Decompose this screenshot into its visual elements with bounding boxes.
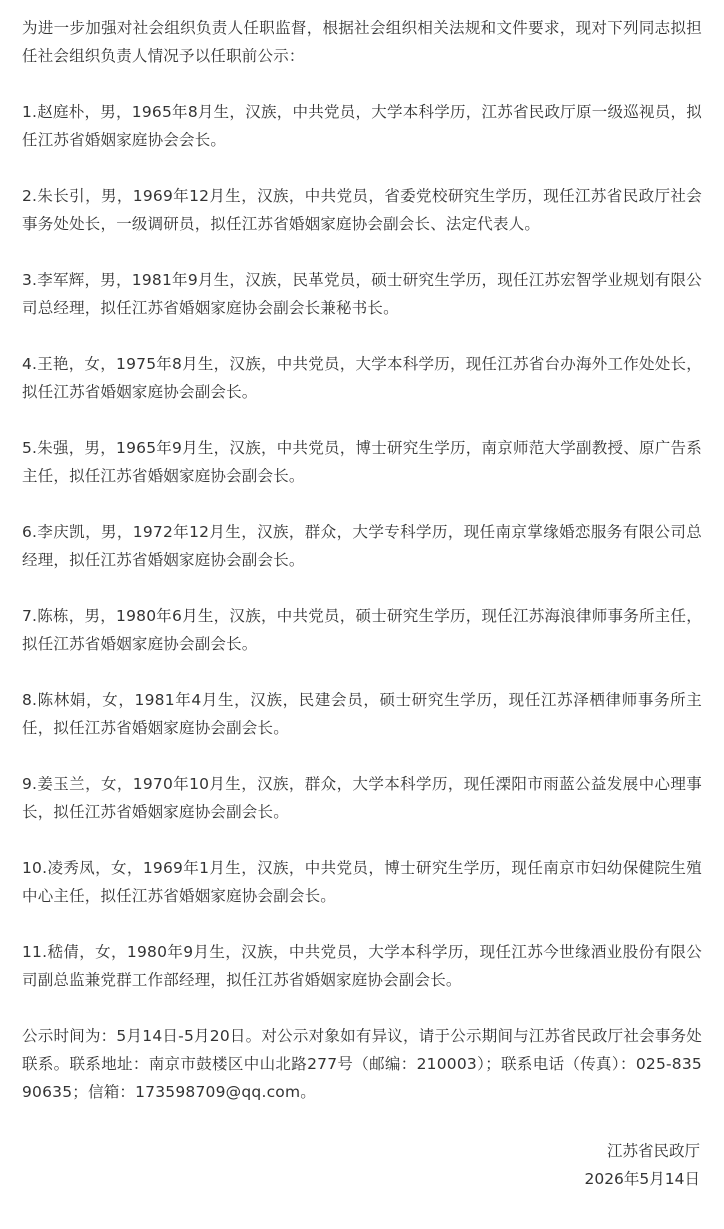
candidate-item-2: 2.朱长引，男，1969年12月生，汉族，中共党员，省委党校研究生学历，现任江苏省民政厅社会事务处处长，一级调研员，拟任江苏省婚姻家庭协会副会长、法定代表人。 [22, 187, 702, 233]
candidate-item-4: 4.王艳，女，1975年8月生，汉族，中共党员，大学本科学历，现任江苏省台办海外工作处处长，拟任江苏省婚姻家庭协会副会长。 [22, 355, 702, 401]
candidate-item-9: 9.姜玉兰，女，1970年10月生，汉族，群众，大学本科学历，现任溧阳市雨蓝公益发展中心理事长，拟任江苏省婚姻家庭协会副会长。 [22, 775, 702, 821]
issue-date: 2026年5月14日 [584, 1170, 700, 1188]
notice-paragraph: 公示时间为：5月14日-5月20日。对公示对象如有异议，请于公示期间与江苏省民政厅社会事务处联系。联系地址：南京市鼓楼区中山北路277号（邮编：210003）；联系电话（传真）：025-83590635；信箱：173598709@qq.com。 [22, 1027, 702, 1101]
announcement-body [22, 14, 702, 1106]
issuing-organization: 江苏省民政厅 [606, 1142, 700, 1160]
intro-paragraph: 为进一步加强对社会组织负责人任职监督，根据社会组织相关法规和文件要求，现对下列同志拟担任社会组织负责人情况予以任职前公示： [22, 19, 702, 65]
candidate-item-5: 5.朱强，男，1965年9月生，汉族，中共党员，博士研究生学历，南京师范大学副教授、原广告系主任，拟任江苏省婚姻家庭协会副会长。 [22, 439, 702, 485]
candidate-item-8: 8.陈林娟，女，1981年4月生，汉族，民建会员，硕士研究生学历，现任江苏泽栖律师事务所主任，拟任江苏省婚姻家庭协会副会长。 [22, 691, 702, 737]
candidate-item-3: 3.李军辉，男，1981年9月生，汉族，民革党员，硕士研究生学历，现任江苏宏智学业规划有限公司总经理，拟任江苏省婚姻家庭协会副会长兼秘书长。 [22, 271, 702, 317]
signature-block [584, 1137, 700, 1193]
candidate-item-7: 7.陈栋，男，1980年6月生，汉族，中共党员，硕士研究生学历，现任江苏海浪律师事务所主任，拟任江苏省婚姻家庭协会副会长。 [22, 607, 702, 653]
candidate-item-1: 1.赵庭朴，男，1965年8月生，汉族，中共党员，大学本科学历，江苏省民政厅原一级巡视员，拟任江苏省婚姻家庭协会会长。 [22, 103, 702, 149]
candidate-item-6: 6.李庆凯，男，1972年12月生，汉族，群众，大学专科学历，现任南京掌缘婚恋服务有限公司总经理，拟任江苏省婚姻家庭协会副会长。 [22, 523, 702, 569]
candidate-item-10: 10.凌秀凤，女，1969年1月生，汉族，中共党员，博士研究生学历，现任南京市妇幼保健院生殖中心主任，拟任江苏省婚姻家庭协会副会长。 [22, 859, 702, 905]
candidate-item-11: 11.嵇倩，女，1980年9月生，汉族，中共党员，大学本科学历，现任江苏今世缘酒业股份有限公司副总监兼党群工作部经理，拟任江苏省婚姻家庭协会副会长。 [22, 943, 702, 989]
